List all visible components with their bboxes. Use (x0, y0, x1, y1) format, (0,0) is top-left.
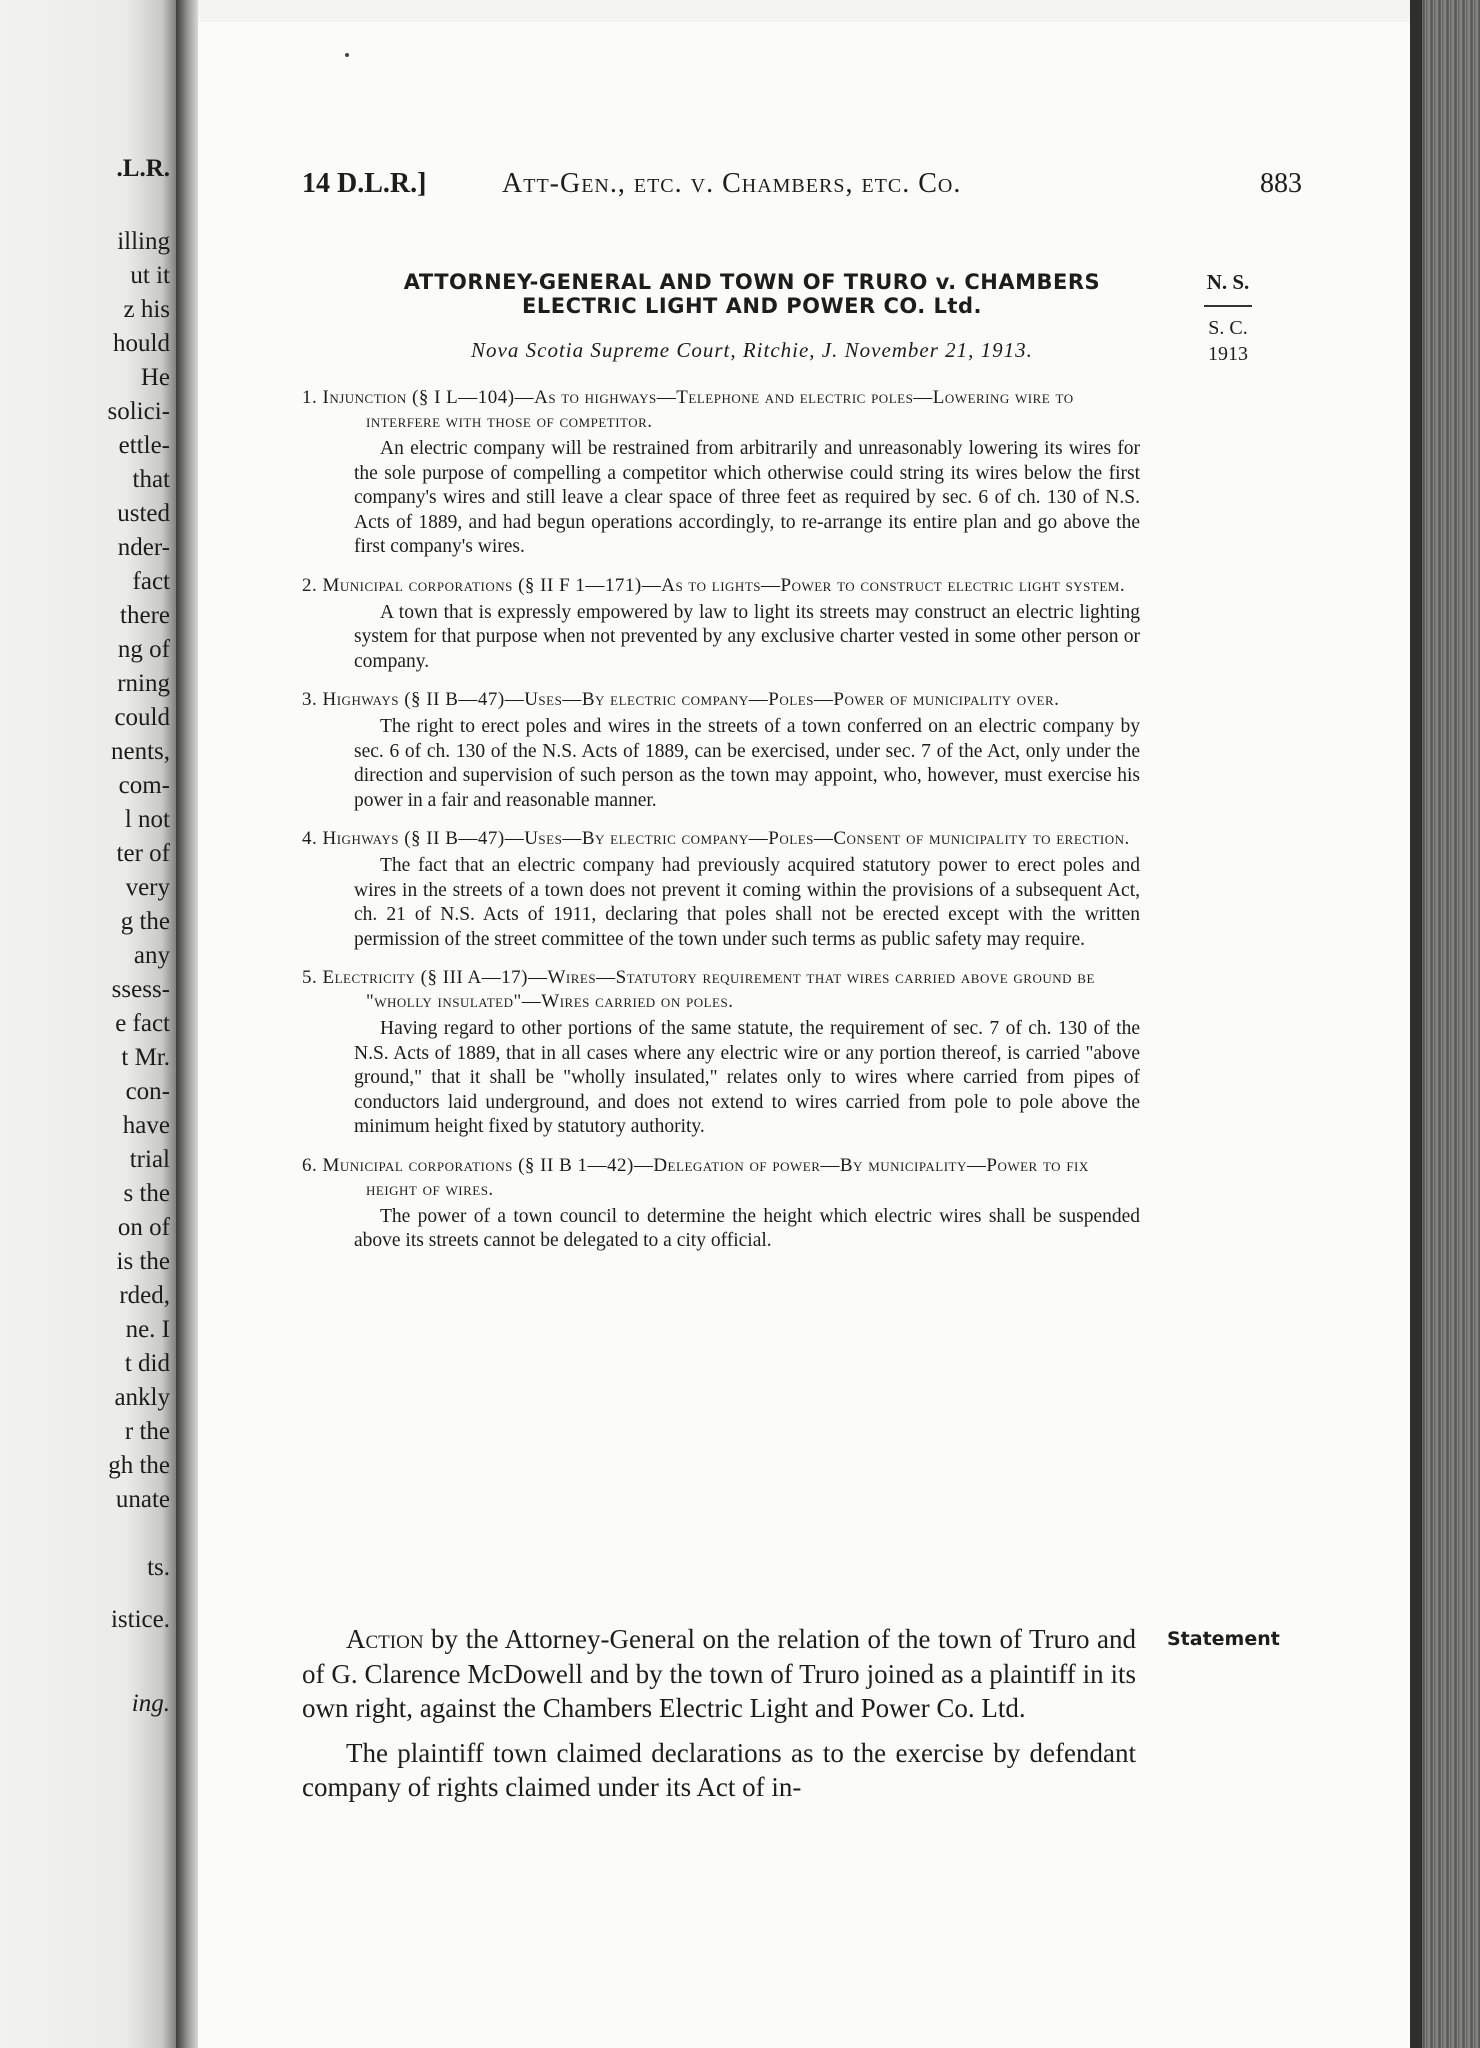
left-page-fragment: trial (129, 1146, 170, 1173)
left-page-fragment: fact (132, 568, 170, 595)
paragraph-lead-word: Action (346, 1624, 424, 1654)
speck (345, 53, 349, 57)
left-page-fragment: istice. (110, 1606, 170, 1633)
left-page-fragment: there (120, 602, 170, 629)
headnote-heading: 6. Municipal corporations (§ II B 1—42)—Delegation of power—By municipality—Power to fix height of wires. (302, 1154, 1089, 1200)
headnote-heading: 1. Injunction (§ I L—104)—As to highways—Telephone and electric poles—Lowering wire to interfere with those of competitor. (302, 387, 1074, 432)
left-page-fragment: ing. (131, 1690, 170, 1717)
left-facing-page (0, 0, 180, 2048)
headnote (302, 1154, 1140, 1254)
headnote-body: The power of a town council to determine the height which electric wires shall be suspended above its streets cannot be delegated to a city official. (354, 1205, 1140, 1251)
left-page-fragment: z his (123, 296, 170, 323)
running-head (302, 168, 1302, 208)
headnote-body: A town that is expressly empowered by law to light its streets may construct an electric lighting system for that purpose when not prevented by any exclusive charter vested in some other person or company. (354, 601, 1140, 672)
province-label: N. S. (1206, 270, 1250, 294)
headnote (302, 966, 1140, 1140)
left-page-fragment: .L.R. (116, 155, 170, 182)
body-paragraph: The plaintiff town claimed declarations as to the exercise by defendant company of rights claimed under its Act of in- (302, 1737, 1136, 1802)
headnote-body: The right to erect poles and wires in the streets of a town conferred on an electric company by sec. 6 of ch. 130 of the N.S. Acts of 1889, can be exercised, under sec. 7 of the Act, only under the direction and supervision of such person as the town may appoint, who, however, must exercise his power in a fair and reasonable manner. (354, 716, 1140, 811)
left-page-fragment: solici- (107, 398, 170, 425)
left-page-fragment: g the (120, 908, 170, 935)
case-title (302, 270, 1202, 318)
left-page-fragment: ssess- (111, 976, 170, 1003)
headnotes (302, 386, 1140, 1268)
court-and-date: Nova Scotia Supreme Court, Ritchie, J. November 21, 1913. (471, 338, 1033, 362)
book-gutter (176, 0, 198, 2048)
headnote-heading: 3. Highways (§ II B—47)—Uses—By electric company—Poles—Power of municipality over. (302, 689, 1060, 710)
left-page-fragment: nder- (117, 534, 170, 561)
page-edges (1410, 0, 1480, 2048)
body-paragraph (302, 1622, 1136, 1726)
left-page-fragment: could (114, 704, 170, 731)
left-page-fragment: ettle- (118, 432, 170, 459)
case-title-line-1: ATTORNEY-GENERAL AND TOWN OF TRURO v. CHAMBERS (403, 270, 1101, 294)
left-page-fragment: unate (115, 1486, 170, 1513)
left-page-fragment: com- (118, 772, 170, 799)
page-number: 883 (1260, 168, 1302, 199)
headnote (302, 688, 1140, 813)
left-page-fragment: is the (116, 1248, 170, 1275)
left-page-fragment: on of (117, 1214, 170, 1241)
headnote-body: The fact that an electric company had previously acquired statutory power to erect poles and wires in the streets of a town does not prevent it coming within the provisions of a subsequent Act, ch. 21 of N.S. Acts of 1911, declaring that poles shall not be erected except with the written permission of the street committee of the town under such terms as public safety may require. (354, 855, 1140, 950)
left-page-fragment: t did (124, 1350, 170, 1377)
left-page-fragment: l not (124, 806, 170, 833)
left-page-fragment: ankly (114, 1384, 170, 1411)
court-abbrev: S. C. (1208, 317, 1248, 339)
left-page-fragment: gh the (108, 1452, 170, 1479)
statement-margin-label: Statement (1167, 1628, 1280, 1650)
case-short-title: Att-Gen., etc. v. Chambers, etc. Co. (502, 168, 962, 199)
headnote-heading: 5. Electricity (§ III A—17)—Wires—Statutory requirement that wires carried above ground be "wholly insulated"—Wires carried on poles. (302, 967, 1095, 1012)
headnote-body: An electric company will be restrained from arbitrarily and unreasonably lowering its wires for the sole purpose of compelling a competitor which otherwise could string its wires below the first company's wires and still leave a clear space of three feet as required by sec. 6 of ch. 130 of N.S. Acts of 1889, and had begun operations accordingly, to re-arrange its entire plan and go above the first company's wires. (354, 438, 1140, 557)
left-page-fragment: r the (124, 1418, 170, 1445)
left-page-fragment: any (133, 942, 170, 969)
opinion-body (302, 1622, 1136, 1815)
left-page-fragment: t Mr. (121, 1044, 170, 1071)
headnote (302, 827, 1140, 952)
left-page-fragment: rning (117, 670, 170, 697)
left-page-fragment: very (125, 874, 170, 901)
left-page-fragment: ne. I (125, 1316, 170, 1343)
paragraph-text: by the Attorney-General on the relation of the town of Truro and of G. Clarence McDowell and by the town of Truro joined as a plaintiff in its own right, against the Chambers Electric Light and Power Co. Ltd. (302, 1624, 1136, 1723)
left-page-fragment: rded, (119, 1282, 170, 1309)
left-page-fragment: s the (123, 1180, 170, 1207)
left-page-fragment: ut it (130, 262, 170, 289)
headnote-heading: 4. Highways (§ II B—47)—Uses—By electric company—Poles—Consent of municipality to erection. (302, 828, 1130, 849)
case-title-line-2: ELECTRIC LIGHT AND POWER CO. Ltd. (522, 294, 982, 318)
left-page-fragment: e fact (115, 1010, 170, 1037)
left-page-fragment: hould (113, 330, 170, 357)
left-page-fragment: ts. (147, 1554, 170, 1581)
left-page-fragment: nents, (110, 738, 170, 765)
left-page-fragment: usted (117, 500, 170, 527)
margin-rule (1204, 305, 1252, 307)
left-page-fragment: con- (125, 1078, 170, 1105)
left-page-fragment: He (140, 364, 170, 391)
left-page-fragment: ter of (116, 840, 170, 867)
left-page-fragment: that (132, 466, 170, 493)
volume-reference: 14 D.L.R.] (302, 168, 427, 199)
margin-jurisdiction (1188, 270, 1268, 367)
headnote-heading: 2. Municipal corporations (§ II F 1—171)—As to lights—Power to construct electric light system. (302, 574, 1126, 596)
left-page-fragment: ng of (117, 636, 170, 663)
headnote (302, 386, 1140, 560)
headnote (302, 574, 1140, 675)
left-page-fragment: illing (117, 228, 170, 255)
year-label: 1913 (1208, 343, 1248, 365)
left-page-fragment: have (122, 1112, 170, 1139)
headnote-body: Having regard to other portions of the same statute, the requirement of sec. 7 of ch. 130 of the N.S. Acts of 1889, that in all cases where any electric wire or any portion thereof, is carried "above ground," that it shall be "wholly insulated," relates only to wires where carried from pipes of conductors laid underground, and does not extend to wires carried from pole to pole above the minimum height fixed by statutory authority. (354, 1018, 1140, 1137)
